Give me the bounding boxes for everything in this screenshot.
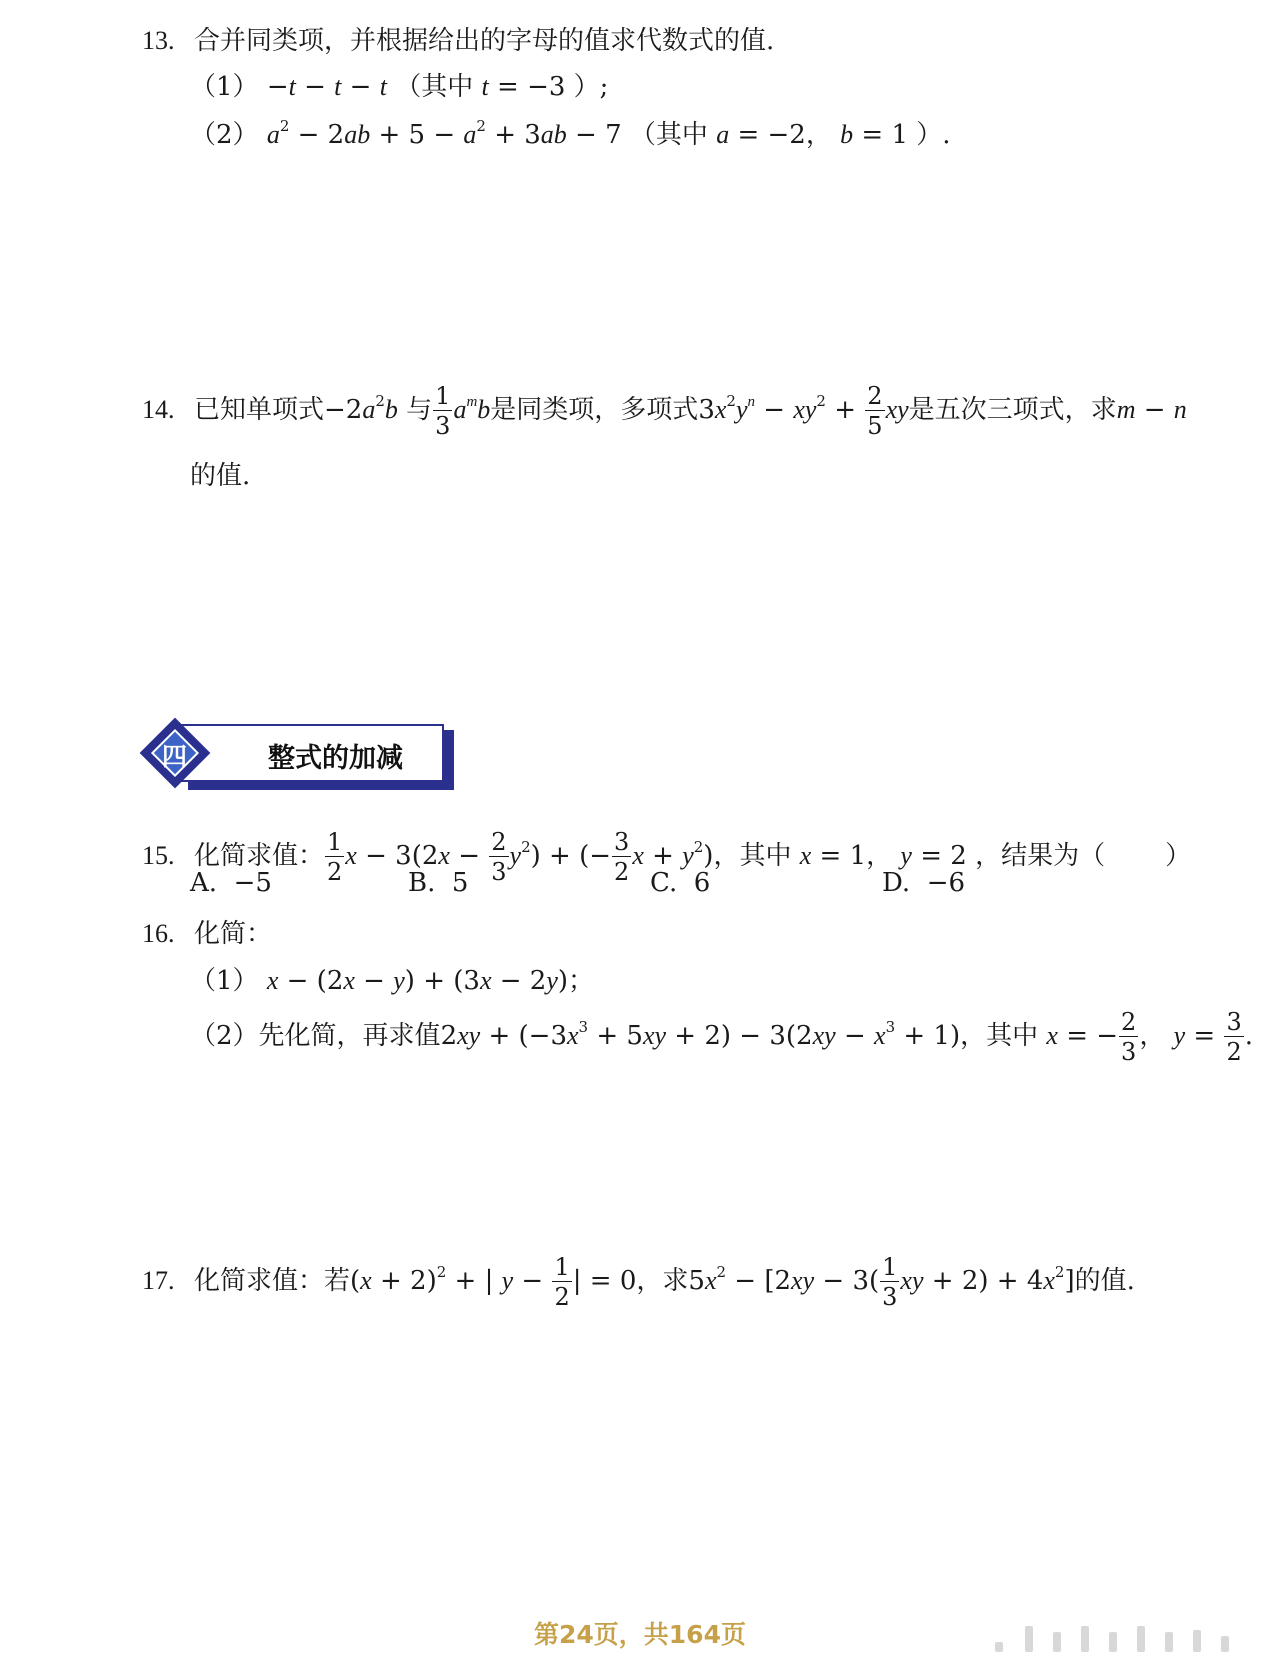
punct: ， <box>866 841 893 871</box>
question-text: ，结果为（ <box>975 841 1106 871</box>
question-number: 15. <box>142 841 175 870</box>
question-text: 的值. <box>1074 1266 1135 1296</box>
fraction: $\frac{1}{2}$ <box>554 1253 570 1311</box>
math-expression: $2xy + (-3x^3 + 5xy + 2) - 3(2xy - x^3 + 1)$ <box>440 1018 961 1051</box>
question-15-option-d[interactable] <box>882 868 965 898</box>
punct: ； <box>568 966 595 996</box>
option-label: D. <box>882 868 911 898</box>
section-header <box>144 722 456 792</box>
math-expression: −t − t − t <box>266 72 387 102</box>
option-value: −5 <box>233 868 272 898</box>
question-17-stem <box>142 1255 1135 1309</box>
option-label: C. <box>650 868 678 898</box>
question-text: ，其中 <box>960 1021 1039 1051</box>
question-text: 化简： <box>194 919 273 949</box>
math-expression: $-2a^2b$ <box>324 392 398 425</box>
punct: . <box>1244 1021 1254 1051</box>
question-number: 16. <box>142 919 175 948</box>
question-16-part-2 <box>190 1010 1253 1064</box>
question-text: 是同类项，多项式 <box>490 395 699 425</box>
math-expression: x − (2x − y) + (3x − 2y) <box>266 966 569 996</box>
math-expression: $3x^2y^n - xy^2$ + <box>698 392 865 425</box>
question-text: 是五次三项式，求 <box>908 395 1117 425</box>
question-text: ，求 <box>636 1266 689 1296</box>
question-15-option-b[interactable] <box>408 868 468 898</box>
question-text: 与 <box>406 395 433 425</box>
question-text: 已知单项式 <box>194 395 325 425</box>
fraction: $\frac{2}{3}$ <box>491 828 507 886</box>
question-14-line-2: 的值. <box>190 461 251 491</box>
fraction: $\frac{3}{2}$ <box>614 828 630 886</box>
section-title: 整式的加减 <box>268 743 403 774</box>
punct: ， <box>805 120 832 150</box>
question-text: ，其中 <box>713 841 792 871</box>
fraction: $\frac{3}{2}$ <box>1226 1008 1242 1066</box>
question-15-option-a[interactable] <box>190 868 272 898</box>
math-expression: m − n <box>1116 395 1187 425</box>
math-expression: x − 3(2x − <box>345 841 489 871</box>
punct: ） <box>1165 841 1192 871</box>
condition-text: （其中 <box>395 72 474 102</box>
punct: ， <box>1139 1021 1166 1051</box>
math-expression: xy + $2) + 4x^2$] <box>900 1263 1075 1296</box>
punct: ）; <box>573 72 609 102</box>
math-expression: $5x^2 - [2xy - 3$( <box>688 1263 880 1296</box>
math-expression: x = − <box>1046 1021 1119 1051</box>
punct: ）. <box>916 120 951 150</box>
part-label: （2） <box>190 1021 259 1051</box>
question-13-stem <box>142 20 774 57</box>
question-13-part-2 <box>190 114 951 151</box>
question-number: 13. <box>142 26 175 55</box>
math-expression: $x + y^2$) <box>632 838 714 871</box>
fraction: $\frac{1}{2}$ <box>327 828 343 886</box>
math-expression: a = −2 <box>716 120 806 150</box>
math-expression: $a^mb$ <box>453 394 491 424</box>
math-expression: $a^2 - 2ab + 5 - a^2 + 3ab - 7$ <box>266 117 622 150</box>
math-expression: b = 1 <box>840 120 917 150</box>
question-text: 先化简，再求值 <box>258 1021 441 1051</box>
question-16-stem <box>142 913 272 950</box>
question-16-part-1 <box>190 960 594 997</box>
fraction: $\frac{2}{5}$ <box>867 382 883 440</box>
part-label: （2） <box>190 120 259 150</box>
question-text: 化简求值： <box>194 841 325 871</box>
condition-text: （其中 <box>629 120 708 150</box>
math-expression: y = 2 <box>900 841 976 871</box>
question-number: 14. <box>142 395 175 424</box>
option-label: A. <box>190 868 218 898</box>
scrollbar-ticks <box>985 1622 1255 1652</box>
fraction: $\frac{1}{3}$ <box>882 1253 898 1311</box>
option-value: −6 <box>926 868 966 898</box>
fraction: $\frac{1}{3}$ <box>435 382 451 440</box>
option-value: 6 <box>693 868 711 898</box>
part-label: （1） <box>190 966 259 996</box>
question-15-option-c[interactable] <box>650 868 710 898</box>
question-number: 17. <box>142 1266 175 1295</box>
question-14-stem <box>142 384 1187 438</box>
part-label: （1） <box>190 72 259 102</box>
option-value: 5 <box>451 868 469 898</box>
question-text: 合并同类项，并根据给出的字母的值求代数式的值. <box>194 26 775 56</box>
question-13-part-1 <box>190 66 608 103</box>
question-text: 化简求值：若 <box>194 1266 351 1296</box>
fraction: $\frac{2}{3}$ <box>1121 1008 1137 1066</box>
option-label: B. <box>408 868 436 898</box>
math-expression: xy <box>885 395 909 424</box>
math-expression: t = −3 <box>481 72 574 102</box>
math-expression: x = 1 <box>799 841 867 871</box>
page-indicator: 第24页，共164页 <box>534 1620 746 1649</box>
math-expression: | = 0 <box>572 1266 637 1296</box>
math-expression: $(x + 2)^2$ + | y − <box>350 1263 552 1296</box>
math-expression: $y^2$) + (− <box>509 838 612 871</box>
section-number: 四 <box>162 742 188 771</box>
math-expression: y = <box>1173 1021 1224 1051</box>
